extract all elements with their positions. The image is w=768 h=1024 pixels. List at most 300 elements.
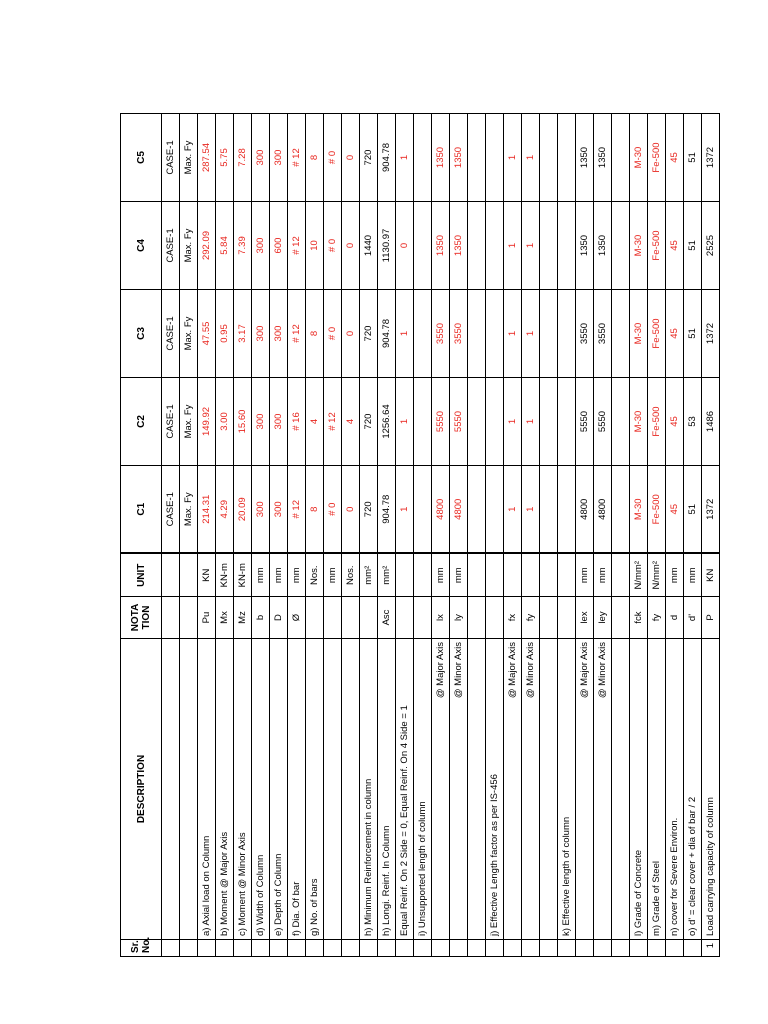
value-cell-c1: 1 xyxy=(522,466,540,554)
value-cell-c1: 904.78 xyxy=(378,466,396,554)
description-cell xyxy=(234,639,252,940)
sr-cell xyxy=(252,940,270,957)
table-row-blank1 xyxy=(468,114,486,957)
notation-cell xyxy=(486,597,504,639)
column-design-table xyxy=(120,113,720,957)
value-cell-c4 xyxy=(468,202,486,290)
unit-text: mm xyxy=(453,567,464,584)
table-row-nbars2 xyxy=(342,114,360,957)
notation-cell: b xyxy=(252,597,270,639)
value-cell-c4: 600 xyxy=(270,202,288,290)
value-cell-c2: 720 xyxy=(360,378,378,466)
value-cell-c1: 300 xyxy=(270,466,288,554)
sr-cell xyxy=(288,940,306,957)
table-row-dprime xyxy=(684,114,702,957)
value-cell-c3: 300 xyxy=(270,290,288,378)
table-row-depth xyxy=(270,114,288,957)
description-text: e) Depth of Column xyxy=(273,853,284,936)
description-cell xyxy=(558,639,576,940)
value-cell-c5: Fe-500 xyxy=(648,114,666,202)
sr-cell xyxy=(594,940,612,957)
value-cell-c4: # 12 xyxy=(288,202,306,290)
value-cell-c2: 53 xyxy=(684,378,702,466)
unit-cell xyxy=(540,554,558,597)
value-cell-c3: 3550 xyxy=(450,290,468,378)
unit-cell xyxy=(396,554,414,597)
description-text: m) Grade of Steel xyxy=(651,861,662,936)
value-cell-c2: 300 xyxy=(252,378,270,466)
table-row-fy_row xyxy=(522,114,540,957)
table-row-case xyxy=(162,114,180,957)
unit-text: mm² xyxy=(381,565,392,585)
description-text: j) Effective Length factor as per IS-456 xyxy=(489,774,500,936)
notation-cell: fy xyxy=(522,597,540,639)
value-cell-c1: 1 xyxy=(504,466,522,554)
header-unit: UNIT xyxy=(121,554,162,597)
notation-cell: Asc xyxy=(378,597,396,639)
sr-cell xyxy=(468,940,486,957)
unit-text: mm xyxy=(597,567,608,584)
unit-cell xyxy=(342,554,360,597)
value-cell-c2: 45 xyxy=(666,378,684,466)
value-cell-c2: 15.60 xyxy=(234,378,252,466)
unit-cell xyxy=(684,554,702,597)
description-cell xyxy=(342,639,360,940)
table-row-efflen xyxy=(558,114,576,957)
table-row-lx xyxy=(432,114,450,957)
sr-cell xyxy=(450,940,468,957)
unit-cell xyxy=(486,554,504,597)
value-cell-c1 xyxy=(486,466,504,554)
value-cell-c1 xyxy=(414,466,432,554)
table-row-mx xyxy=(216,114,234,957)
value-cell-c4: 0 xyxy=(396,202,414,290)
unit-text: KN xyxy=(201,568,212,582)
value-cell-c2: 3.00 xyxy=(216,378,234,466)
value-cell-c4 xyxy=(612,202,630,290)
value-cell-c1: # 0 xyxy=(324,466,342,554)
description-text: d) Width of Column xyxy=(255,854,266,936)
value-cell-c4: 1350 xyxy=(432,202,450,290)
notation-cell xyxy=(360,597,378,639)
table-row-lex xyxy=(576,114,594,957)
value-cell-c5 xyxy=(414,114,432,202)
unit-cell xyxy=(576,554,594,597)
unit-cell xyxy=(702,554,720,597)
value-cell-c2: Max. Fy xyxy=(180,378,198,466)
description-text: @ Major Axis xyxy=(435,642,446,699)
description-cell xyxy=(450,639,468,940)
description-cell xyxy=(306,639,324,940)
value-cell-c3: 3.17 xyxy=(234,290,252,378)
unit-cell xyxy=(468,554,486,597)
sr-cell xyxy=(522,940,540,957)
value-cell-c4 xyxy=(486,202,504,290)
value-cell-c5: 1350 xyxy=(432,114,450,202)
value-cell-c3: 1 xyxy=(522,290,540,378)
unit-cell xyxy=(198,554,216,597)
description-cell xyxy=(324,639,342,940)
value-cell-c3: 904.78 xyxy=(378,290,396,378)
unit-cell xyxy=(216,554,234,597)
table-row-dia2 xyxy=(324,114,342,957)
value-cell-c3: 0.95 xyxy=(216,290,234,378)
sr-cell xyxy=(396,940,414,957)
description-text: Equal Reinf. On 2 Side = 0, Equal Reinf. On 4 Side = 1 xyxy=(399,705,410,936)
value-cell-c2 xyxy=(414,378,432,466)
description-cell xyxy=(198,639,216,940)
value-cell-c5 xyxy=(612,114,630,202)
value-cell-c2: 149.92 xyxy=(198,378,216,466)
header-case-2: C2 xyxy=(121,378,162,466)
value-cell-c2 xyxy=(558,378,576,466)
description-cell xyxy=(180,639,198,940)
description-cell xyxy=(162,639,180,940)
value-cell-c1: 51 xyxy=(684,466,702,554)
notation-cell: Pu xyxy=(198,597,216,639)
description-cell xyxy=(378,639,396,940)
value-cell-c1: 0 xyxy=(342,466,360,554)
value-cell-c4: 45 xyxy=(666,202,684,290)
unit-cell xyxy=(450,554,468,597)
sr-cell xyxy=(216,940,234,957)
unit-text: N/mm² xyxy=(651,561,662,590)
unit-cell xyxy=(612,554,630,597)
value-cell-c4: 1350 xyxy=(576,202,594,290)
value-cell-c2: # 16 xyxy=(288,378,306,466)
value-cell-c4: 1 xyxy=(522,202,540,290)
value-cell-c3: Max. Fy xyxy=(180,290,198,378)
description-cell xyxy=(666,639,684,940)
value-cell-c4: 1130.97 xyxy=(378,202,396,290)
unit-cell xyxy=(306,554,324,597)
value-cell-c4: 1350 xyxy=(450,202,468,290)
notation-cell xyxy=(324,597,342,639)
value-cell-c4 xyxy=(558,202,576,290)
notation-cell: fy xyxy=(648,597,666,639)
value-cell-c5 xyxy=(468,114,486,202)
table-row-fck xyxy=(630,114,648,957)
description-text: h) Longi. Reinf. In Column xyxy=(381,825,392,936)
description-text: h) Minimum Reinforcement in column xyxy=(363,778,374,936)
header-sr-label: Sr. No. xyxy=(130,936,152,953)
value-cell-c5: 904.78 xyxy=(378,114,396,202)
value-cell-c5 xyxy=(486,114,504,202)
sr-cell xyxy=(486,940,504,957)
notation-cell: Ø xyxy=(288,597,306,639)
notation-cell: d xyxy=(666,597,684,639)
value-cell-c3 xyxy=(540,290,558,378)
table-row-mz xyxy=(234,114,252,957)
unit-cell xyxy=(162,554,180,597)
value-cell-c2: 5550 xyxy=(594,378,612,466)
value-cell-c2: M-30 xyxy=(630,378,648,466)
value-cell-c5: # 12 xyxy=(288,114,306,202)
notation-cell xyxy=(396,597,414,639)
value-cell-c2: 1 xyxy=(396,378,414,466)
value-cell-c2: CASE-1 xyxy=(162,378,180,466)
unit-cell xyxy=(594,554,612,597)
value-cell-c4: CASE-1 xyxy=(162,202,180,290)
value-cell-c1: 4800 xyxy=(450,466,468,554)
unit-cell xyxy=(504,554,522,597)
value-cell-c5: 1350 xyxy=(576,114,594,202)
value-cell-c4: 292.09 xyxy=(198,202,216,290)
value-cell-c5: 300 xyxy=(270,114,288,202)
sr-cell xyxy=(180,940,198,957)
unit-cell xyxy=(252,554,270,597)
value-cell-c1: CASE-1 xyxy=(162,466,180,554)
value-cell-c5: 1 xyxy=(396,114,414,202)
value-cell-c5: 720 xyxy=(360,114,378,202)
value-cell-c2: 4 xyxy=(306,378,324,466)
notation-cell xyxy=(162,597,180,639)
description-text: @ Major Axis xyxy=(507,642,518,699)
value-cell-c1: 1372 xyxy=(702,466,720,554)
unit-text: mm xyxy=(435,567,446,584)
table-row-ley xyxy=(594,114,612,957)
description-cell xyxy=(612,639,630,940)
sr-cell xyxy=(432,940,450,957)
value-cell-c3: # 0 xyxy=(324,290,342,378)
table-row-width xyxy=(252,114,270,957)
description-cell xyxy=(414,639,432,940)
sr-cell xyxy=(270,940,288,957)
value-cell-c4: 1350 xyxy=(594,202,612,290)
value-cell-c2 xyxy=(468,378,486,466)
value-cell-c1 xyxy=(540,466,558,554)
table-row-equal xyxy=(396,114,414,957)
sr-cell xyxy=(198,940,216,957)
value-cell-c1: 214.31 xyxy=(198,466,216,554)
description-text: c) Moment @ Minor Axis xyxy=(237,832,248,936)
notation-cell xyxy=(342,597,360,639)
value-cell-c2: 4 xyxy=(342,378,360,466)
value-cell-c3: 3550 xyxy=(576,290,594,378)
value-cell-c5: 51 xyxy=(684,114,702,202)
unit-text: mm xyxy=(687,567,698,584)
value-cell-c5 xyxy=(540,114,558,202)
notation-cell: fck xyxy=(630,597,648,639)
value-cell-c4: 0 xyxy=(342,202,360,290)
description-text: g) No. of bars xyxy=(309,878,320,936)
unit-text: N/mm² xyxy=(633,561,644,590)
sr-cell xyxy=(504,940,522,957)
value-cell-c5: 287.54 xyxy=(198,114,216,202)
unit-cell xyxy=(180,554,198,597)
description-text: @ Major Axis xyxy=(579,642,590,699)
unit-text: Nos. xyxy=(345,565,356,586)
value-cell-c3: 47.55 xyxy=(198,290,216,378)
value-cell-c5: M-30 xyxy=(630,114,648,202)
value-cell-c1: M-30 xyxy=(630,466,648,554)
description-text: i) Unsupported length of column xyxy=(417,801,428,936)
value-cell-c2: 1 xyxy=(504,378,522,466)
notation-cell: P xyxy=(702,597,720,639)
description-text: @ Minor Axis xyxy=(597,642,608,699)
description-cell xyxy=(702,639,720,940)
value-cell-c4: 5.84 xyxy=(216,202,234,290)
sr-cell xyxy=(576,940,594,957)
value-cell-c3: 3550 xyxy=(594,290,612,378)
unit-text: KN xyxy=(705,568,716,582)
unit-text: mm xyxy=(291,567,302,584)
description-cell xyxy=(684,639,702,940)
header-case-4: C4 xyxy=(121,202,162,290)
value-cell-c5: CASE-1 xyxy=(162,114,180,202)
sr-cell xyxy=(648,940,666,957)
rotated-sheet xyxy=(120,114,716,957)
table-body xyxy=(121,114,720,957)
notation-cell: ly xyxy=(450,597,468,639)
value-cell-c4: 300 xyxy=(252,202,270,290)
notation-cell xyxy=(558,597,576,639)
value-cell-c4 xyxy=(540,202,558,290)
notation-cell: fx xyxy=(504,597,522,639)
notation-cell: d' xyxy=(684,597,702,639)
value-cell-c3: 3550 xyxy=(432,290,450,378)
unit-text: KN-m xyxy=(219,563,230,588)
value-cell-c3: 0 xyxy=(342,290,360,378)
value-cell-c2: 5550 xyxy=(432,378,450,466)
table-row-blank3 xyxy=(612,114,630,957)
sr-cell xyxy=(378,940,396,957)
value-cell-c4: 1 xyxy=(504,202,522,290)
sr-cell xyxy=(342,940,360,957)
sr-cell xyxy=(612,940,630,957)
sr-cell xyxy=(558,940,576,957)
notation-cell: Mx xyxy=(216,597,234,639)
table-row-longreinf xyxy=(378,114,396,957)
value-cell-c3: 720 xyxy=(360,290,378,378)
value-cell-c5: 45 xyxy=(666,114,684,202)
description-cell xyxy=(630,639,648,940)
value-cell-c1: 1 xyxy=(396,466,414,554)
header-row xyxy=(121,114,162,957)
notation-cell: D xyxy=(270,597,288,639)
unit-text: mm xyxy=(327,567,338,584)
value-cell-c3: 1 xyxy=(396,290,414,378)
notation-cell xyxy=(414,597,432,639)
description-cell xyxy=(252,639,270,940)
value-cell-c1 xyxy=(612,466,630,554)
value-cell-c3: 45 xyxy=(666,290,684,378)
value-cell-c5: 1350 xyxy=(594,114,612,202)
value-cell-c1: 4.29 xyxy=(216,466,234,554)
table-row-load xyxy=(702,114,720,957)
sr-cell xyxy=(540,940,558,957)
description-cell xyxy=(648,639,666,940)
table-row-dia xyxy=(288,114,306,957)
header-sr xyxy=(121,936,162,957)
header-case-5: C5 xyxy=(121,114,162,202)
value-cell-c4: M-30 xyxy=(630,202,648,290)
table-row-axial xyxy=(198,114,216,957)
sr-cell: 1 xyxy=(702,940,720,957)
unit-text: KN-m xyxy=(237,563,248,588)
notation-cell: lx xyxy=(432,597,450,639)
unit-text: mm xyxy=(273,567,284,584)
description-cell xyxy=(504,639,522,940)
unit-cell xyxy=(630,554,648,597)
description-cell xyxy=(522,639,540,940)
value-cell-c3: CASE-1 xyxy=(162,290,180,378)
value-cell-c5: 8 xyxy=(306,114,324,202)
value-cell-c5 xyxy=(558,114,576,202)
value-cell-c3: M-30 xyxy=(630,290,648,378)
value-cell-c3 xyxy=(558,290,576,378)
header-case-3: C3 xyxy=(121,290,162,378)
value-cell-c1 xyxy=(558,466,576,554)
table-row-ly xyxy=(450,114,468,957)
value-cell-c1: 45 xyxy=(666,466,684,554)
value-cell-c3: 1372 xyxy=(702,290,720,378)
description-cell xyxy=(270,639,288,940)
value-cell-c5: 1 xyxy=(504,114,522,202)
value-cell-c3: 300 xyxy=(252,290,270,378)
value-cell-c3 xyxy=(486,290,504,378)
value-cell-c5: 1372 xyxy=(702,114,720,202)
unit-cell xyxy=(270,554,288,597)
value-cell-c1: 300 xyxy=(252,466,270,554)
sr-cell xyxy=(684,940,702,957)
value-cell-c1: 4800 xyxy=(594,466,612,554)
notation-cell xyxy=(468,597,486,639)
unit-cell xyxy=(288,554,306,597)
value-cell-c2: # 12 xyxy=(324,378,342,466)
notation-cell: lex xyxy=(576,597,594,639)
sr-cell xyxy=(306,940,324,957)
value-cell-c3: 51 xyxy=(684,290,702,378)
unit-text: mm xyxy=(255,567,266,584)
table-row-cover xyxy=(666,114,684,957)
value-cell-c5: 5.75 xyxy=(216,114,234,202)
description-text: a) Axial load on Column xyxy=(201,835,212,936)
description-cell xyxy=(540,639,558,940)
description-cell xyxy=(468,639,486,940)
description-text: @ Minor Axis xyxy=(453,642,464,699)
value-cell-c2: 300 xyxy=(270,378,288,466)
value-cell-c1: 4800 xyxy=(432,466,450,554)
unit-cell xyxy=(432,554,450,597)
description-cell xyxy=(396,639,414,940)
notation-cell xyxy=(180,597,198,639)
table-row-nbars xyxy=(306,114,324,957)
value-cell-c5: 300 xyxy=(252,114,270,202)
value-cell-c2: 1486 xyxy=(702,378,720,466)
value-cell-c4: 1440 xyxy=(360,202,378,290)
unit-text: Nos. xyxy=(309,565,320,586)
value-cell-c1: 4800 xyxy=(576,466,594,554)
value-cell-c4: # 0 xyxy=(324,202,342,290)
description-text: f) Dia. Of bar xyxy=(291,881,302,936)
description-cell xyxy=(216,639,234,940)
unit-text: mm² xyxy=(363,565,374,585)
table-row-minreinf xyxy=(360,114,378,957)
description-cell xyxy=(486,639,504,940)
value-cell-c3 xyxy=(612,290,630,378)
value-cell-c4: 10 xyxy=(306,202,324,290)
notation-cell xyxy=(306,597,324,639)
value-cell-c3 xyxy=(414,290,432,378)
value-cell-c3 xyxy=(468,290,486,378)
sr-cell xyxy=(630,940,648,957)
sr-cell xyxy=(666,940,684,957)
value-cell-c4: 7.39 xyxy=(234,202,252,290)
value-cell-c5: 1 xyxy=(522,114,540,202)
value-cell-c1: 720 xyxy=(360,466,378,554)
table-row-fy xyxy=(648,114,666,957)
